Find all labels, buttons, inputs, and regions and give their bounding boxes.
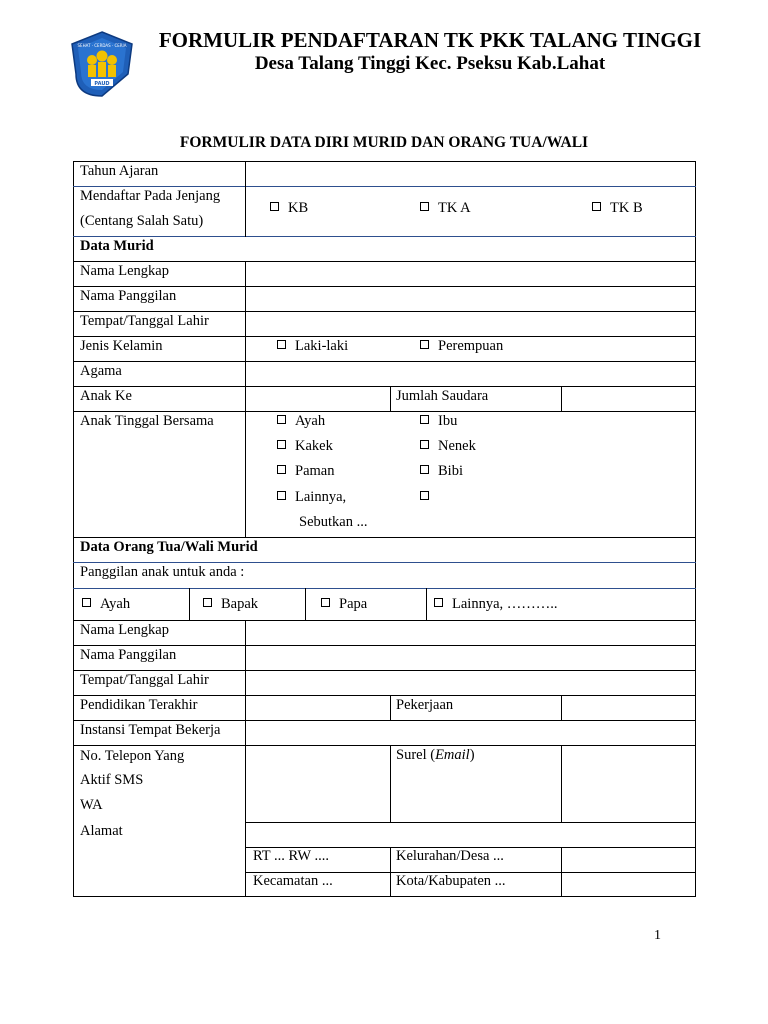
option-kb[interactable]: KB xyxy=(270,199,308,217)
checkbox-icon[interactable] xyxy=(277,415,286,424)
label-agama: Agama xyxy=(80,363,122,379)
label-ortu-nama-panggilan: Nama Panggilan xyxy=(80,647,177,663)
label-jumlah-saudara: Jumlah Saudara xyxy=(396,388,489,404)
checkbox-icon[interactable] xyxy=(420,491,429,500)
option-blank[interactable] xyxy=(420,488,438,506)
label-alamat: Alamat xyxy=(80,823,123,839)
option-perempuan[interactable]: Perempuan xyxy=(420,337,503,355)
option-nenek[interactable]: Nenek xyxy=(420,437,476,455)
option-tk-a[interactable]: TK A xyxy=(420,199,471,217)
section-data-murid: Data Murid xyxy=(80,238,154,254)
checkbox-icon[interactable] xyxy=(420,340,429,349)
option-kakek[interactable]: Kakek xyxy=(277,437,333,455)
checkbox-icon[interactable] xyxy=(277,340,286,349)
option-paman[interactable]: Paman xyxy=(277,462,334,480)
label-nama-lengkap: Nama Lengkap xyxy=(80,263,169,279)
registration-form-table xyxy=(73,161,696,897)
section-data-ortu: Data Orang Tua/Wali Murid xyxy=(80,539,258,555)
page-subtitle: Desa Talang Tinggi Kec. Pseksu Kab.Lahat xyxy=(254,53,606,74)
option-p-papa[interactable]: Papa xyxy=(321,595,367,613)
checkbox-icon[interactable] xyxy=(592,202,601,211)
label-kecamatan: Kecamatan ... xyxy=(253,873,333,889)
label-anak-tinggal: Anak Tinggal Bersama xyxy=(80,413,214,429)
checkbox-icon[interactable] xyxy=(277,440,286,449)
option-bibi[interactable]: Bibi xyxy=(420,462,463,480)
option-ibu[interactable]: Ibu xyxy=(420,412,457,430)
checkbox-icon[interactable] xyxy=(270,202,279,211)
svg-text:PAUD: PAUD xyxy=(94,81,110,87)
checkbox-icon[interactable] xyxy=(420,465,429,474)
page-header xyxy=(0,0,768,110)
checkbox-icon[interactable] xyxy=(420,415,429,424)
paud-logo-icon xyxy=(68,30,136,98)
label-sebutkan: Sebutkan ... xyxy=(299,514,368,530)
label-nama-panggilan: Nama Panggilan xyxy=(80,288,177,304)
page-title: FORMULIR PENDAFTARAN TK PKK TALANG TINGGI xyxy=(158,28,702,52)
label-panggilan-anak: Panggilan anak untuk anda : xyxy=(80,564,245,580)
label-pendidikan: Pendidikan Terakhir xyxy=(80,697,198,713)
label-ortu-nama-lengkap: Nama Lengkap xyxy=(80,622,169,638)
option-lainnya[interactable]: Lainnya, xyxy=(277,488,346,506)
checkbox-icon[interactable] xyxy=(203,598,212,607)
label-jenjang-note: (Centang Salah Satu) xyxy=(80,213,204,229)
label-surel: Surel (Email) xyxy=(396,747,475,763)
label-anak-ke: Anak Ke xyxy=(80,388,132,404)
label-jenis-kelamin: Jenis Kelamin xyxy=(80,338,163,354)
option-p-lainnya[interactable]: Lainnya, ……….. xyxy=(434,595,558,613)
option-p-bapak[interactable]: Bapak xyxy=(203,595,258,613)
checkbox-icon[interactable] xyxy=(277,465,286,474)
label-sms: Aktif SMS xyxy=(80,772,144,788)
option-ayah[interactable]: Ayah xyxy=(277,412,325,430)
label-rt-rw: RT ... RW .... xyxy=(253,848,329,864)
checkbox-icon[interactable] xyxy=(277,491,286,500)
checkbox-icon[interactable] xyxy=(82,598,91,607)
checkbox-icon[interactable] xyxy=(434,598,443,607)
label-telepon: No. Telepon Yang xyxy=(80,748,185,764)
page-number: 1 xyxy=(654,928,661,943)
checkbox-icon[interactable] xyxy=(321,598,330,607)
label-kelurahan: Kelurahan/Desa ... xyxy=(396,848,504,864)
option-laki-laki[interactable]: Laki-laki xyxy=(277,337,348,355)
label-kota: Kota/Kabupaten ... xyxy=(396,873,506,889)
label-tahun-ajaran: Tahun Ajaran xyxy=(80,163,159,179)
option-tk-b[interactable]: TK B xyxy=(592,199,643,217)
option-p-ayah[interactable]: Ayah xyxy=(82,595,130,613)
label-ortu-ttl: Tempat/Tanggal Lahir xyxy=(80,672,209,688)
label-wa: WA xyxy=(80,797,103,813)
label-instansi: Instansi Tempat Bekerja xyxy=(80,722,221,738)
form-title: FORMULIR DATA DIRI MURID DAN ORANG TUA/WALI xyxy=(179,134,589,151)
label-jenjang: Mendaftar Pada Jenjang xyxy=(80,188,221,204)
checkbox-icon[interactable] xyxy=(420,202,429,211)
label-pekerjaan: Pekerjaan xyxy=(396,697,454,713)
checkbox-icon[interactable] xyxy=(420,440,429,449)
svg-text:SEHAT · CERDAS · CERIA: SEHAT · CERDAS · CERIA xyxy=(77,43,127,48)
label-ttl: Tempat/Tanggal Lahir xyxy=(80,313,209,329)
